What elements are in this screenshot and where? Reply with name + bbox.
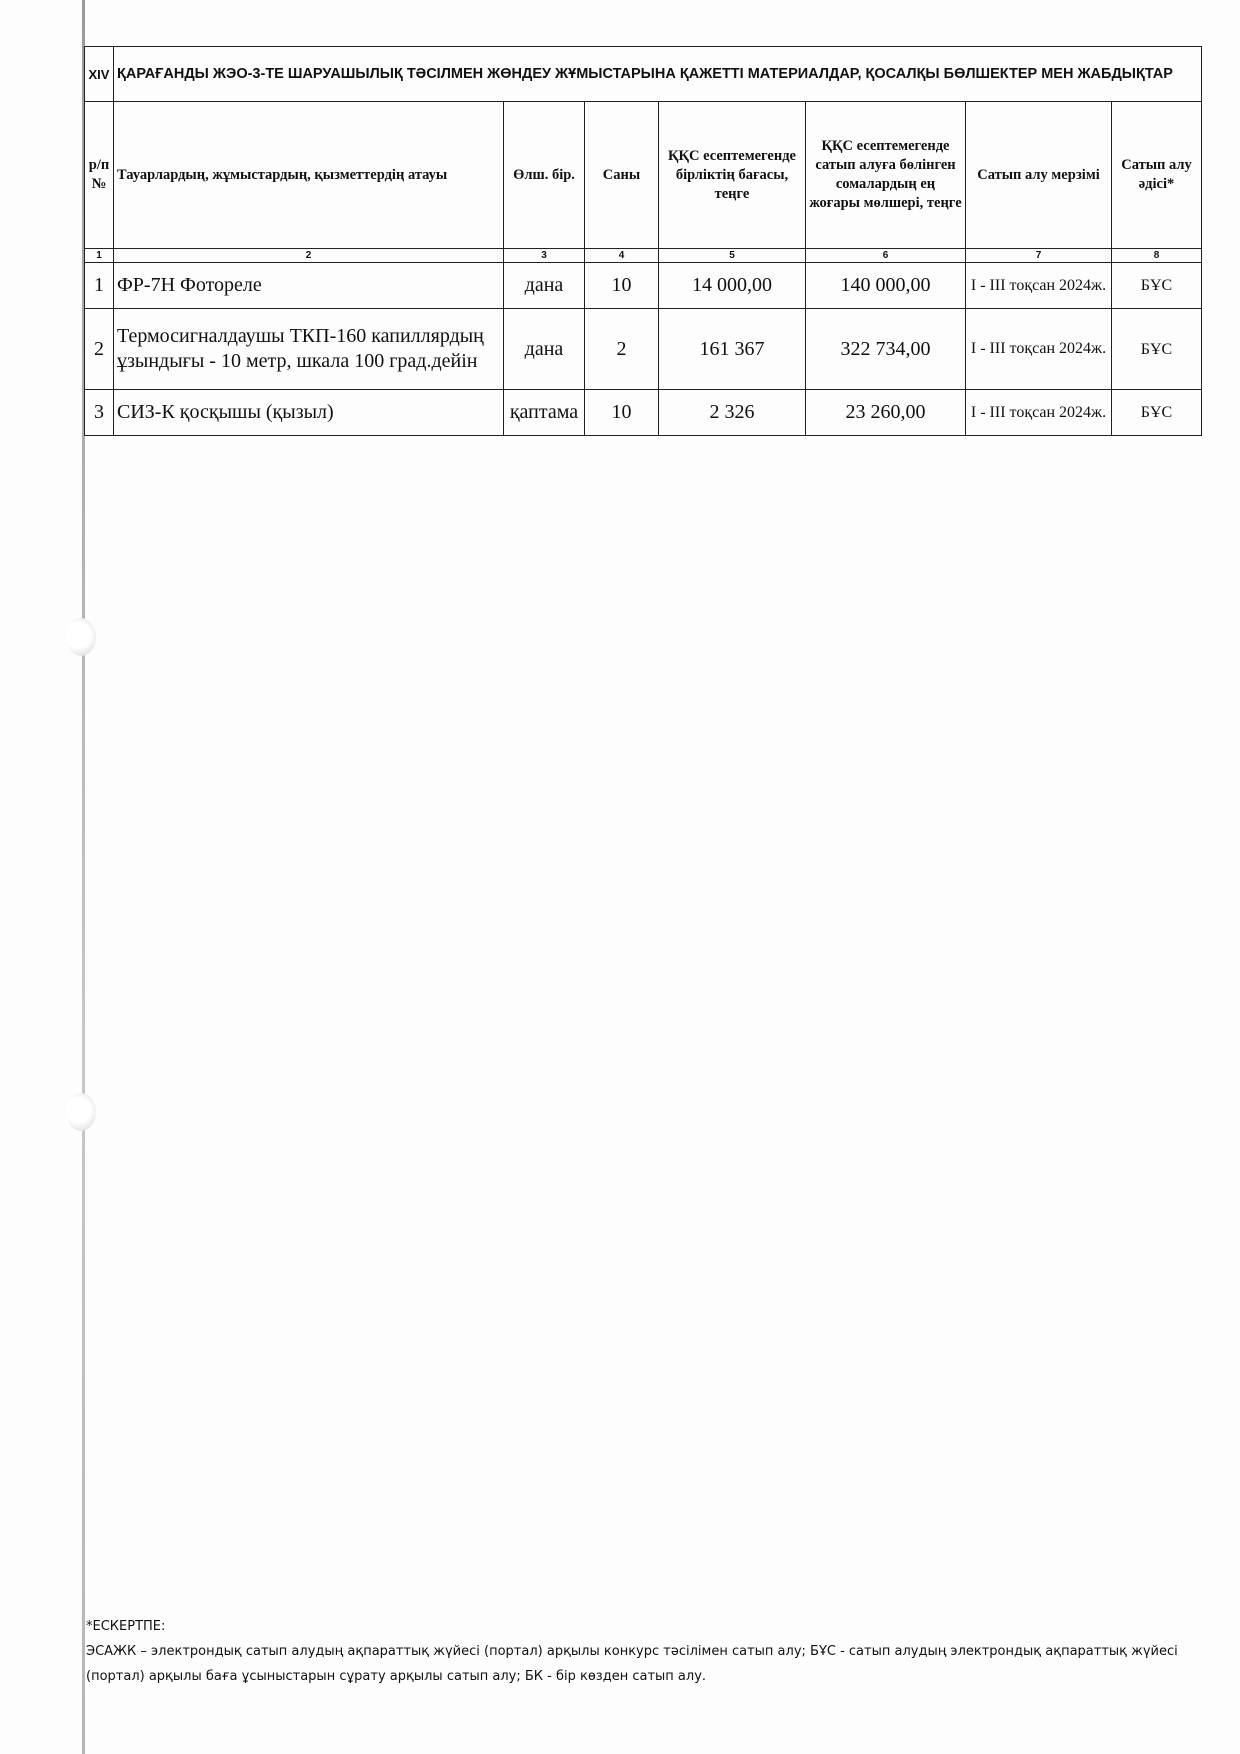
row-num: 3: [85, 390, 114, 436]
section-number: XIV: [85, 47, 114, 102]
table-row: [85, 309, 1202, 390]
footnote-text: ЭСАЖК – электрондық сатып алудың ақпараттық жүйесі (портал) арқылы конкурс тәсілімен сатып алу; БҰС - сатып алудың электрондық ақпараттық жүйесі (портал) арқылы баға ұсыныстарын сұрату арқылы сатып алу; БК - бір көзден сатып алу.: [86, 1644, 1178, 1684]
column-number: 8: [1112, 249, 1202, 263]
row-unit: дана: [504, 263, 585, 309]
header-method: Сатып алу әдісі*: [1112, 102, 1202, 249]
table-row: [85, 390, 1202, 436]
punch-hole-top: [66, 618, 96, 656]
column-number: 6: [806, 249, 966, 263]
column-number: 2: [114, 249, 504, 263]
row-name: ФР-7Н Фотореле: [114, 263, 504, 309]
header-period: Сатып алу мерзімі: [966, 102, 1112, 249]
row-method: БҰС: [1112, 309, 1202, 390]
footnote-title: *ЕСКЕРТПЕ:: [86, 1619, 166, 1634]
row-num: 2: [85, 309, 114, 390]
row-total: 140 000,00: [806, 263, 966, 309]
row-unit: қаптама: [504, 390, 585, 436]
row-unit-price: 2 326: [659, 390, 806, 436]
section-title: ҚАРАҒАНДЫ ЖЭО-3-ТЕ ШАРУАШЫЛЫҚ ТӘСІЛМЕН ЖӨНДЕУ ЖҰМЫСТАРЫНА ҚАЖЕТТІ МАТЕРИАЛДАР, ҚОСАЛҚЫ БӨЛШЕКТЕР МЕН ЖАБДЫҚТАР: [114, 47, 1202, 102]
row-method: БҰС: [1112, 390, 1202, 436]
row-num: 1: [85, 263, 114, 309]
header-total: ҚҚС есептемегенде сатып алуға бөлінген сомалардың ең жоғары мөлшері, теңге: [806, 102, 966, 249]
punch-hole-bottom: [66, 1093, 96, 1131]
row-period: I - III тоқсан 2024ж.: [966, 390, 1112, 436]
column-header-row: [85, 102, 1202, 249]
row-qty: 10: [585, 390, 659, 436]
procurement-table: [84, 46, 1202, 436]
footnote: [86, 1614, 1211, 1689]
header-unit: Өлш. бір.: [504, 102, 585, 249]
row-name: Термосигналдаушы ТКП-160 капиллярдың ұзындығы - 10 метр, шкала 100 град.дейін: [114, 309, 504, 390]
row-method: БҰС: [1112, 263, 1202, 309]
column-number: 4: [585, 249, 659, 263]
table-row: [85, 263, 1202, 309]
header-name: Тауарлардың, жұмыстардың, қызметтердің атауы: [114, 102, 504, 249]
column-number: 3: [504, 249, 585, 263]
row-unit-price: 161 367: [659, 309, 806, 390]
row-qty: 2: [585, 309, 659, 390]
header-num: р/п №: [85, 102, 114, 249]
row-unit: дана: [504, 309, 585, 390]
row-unit-price: 14 000,00: [659, 263, 806, 309]
column-number: 1: [85, 249, 114, 263]
section-header-row: [85, 47, 1202, 102]
row-total: 322 734,00: [806, 309, 966, 390]
row-name: СИЗ-К қосқышы (қызыл): [114, 390, 504, 436]
column-number: 5: [659, 249, 806, 263]
header-unit-price: ҚҚС есептемегенде бірліктің бағасы, теңге: [659, 102, 806, 249]
row-period: I - III тоқсан 2024ж.: [966, 309, 1112, 390]
row-total: 23 260,00: [806, 390, 966, 436]
column-number-row: [85, 249, 1202, 263]
column-number: 7: [966, 249, 1112, 263]
row-period: I - III тоқсан 2024ж.: [966, 263, 1112, 309]
row-qty: 10: [585, 263, 659, 309]
header-qty: Саны: [585, 102, 659, 249]
